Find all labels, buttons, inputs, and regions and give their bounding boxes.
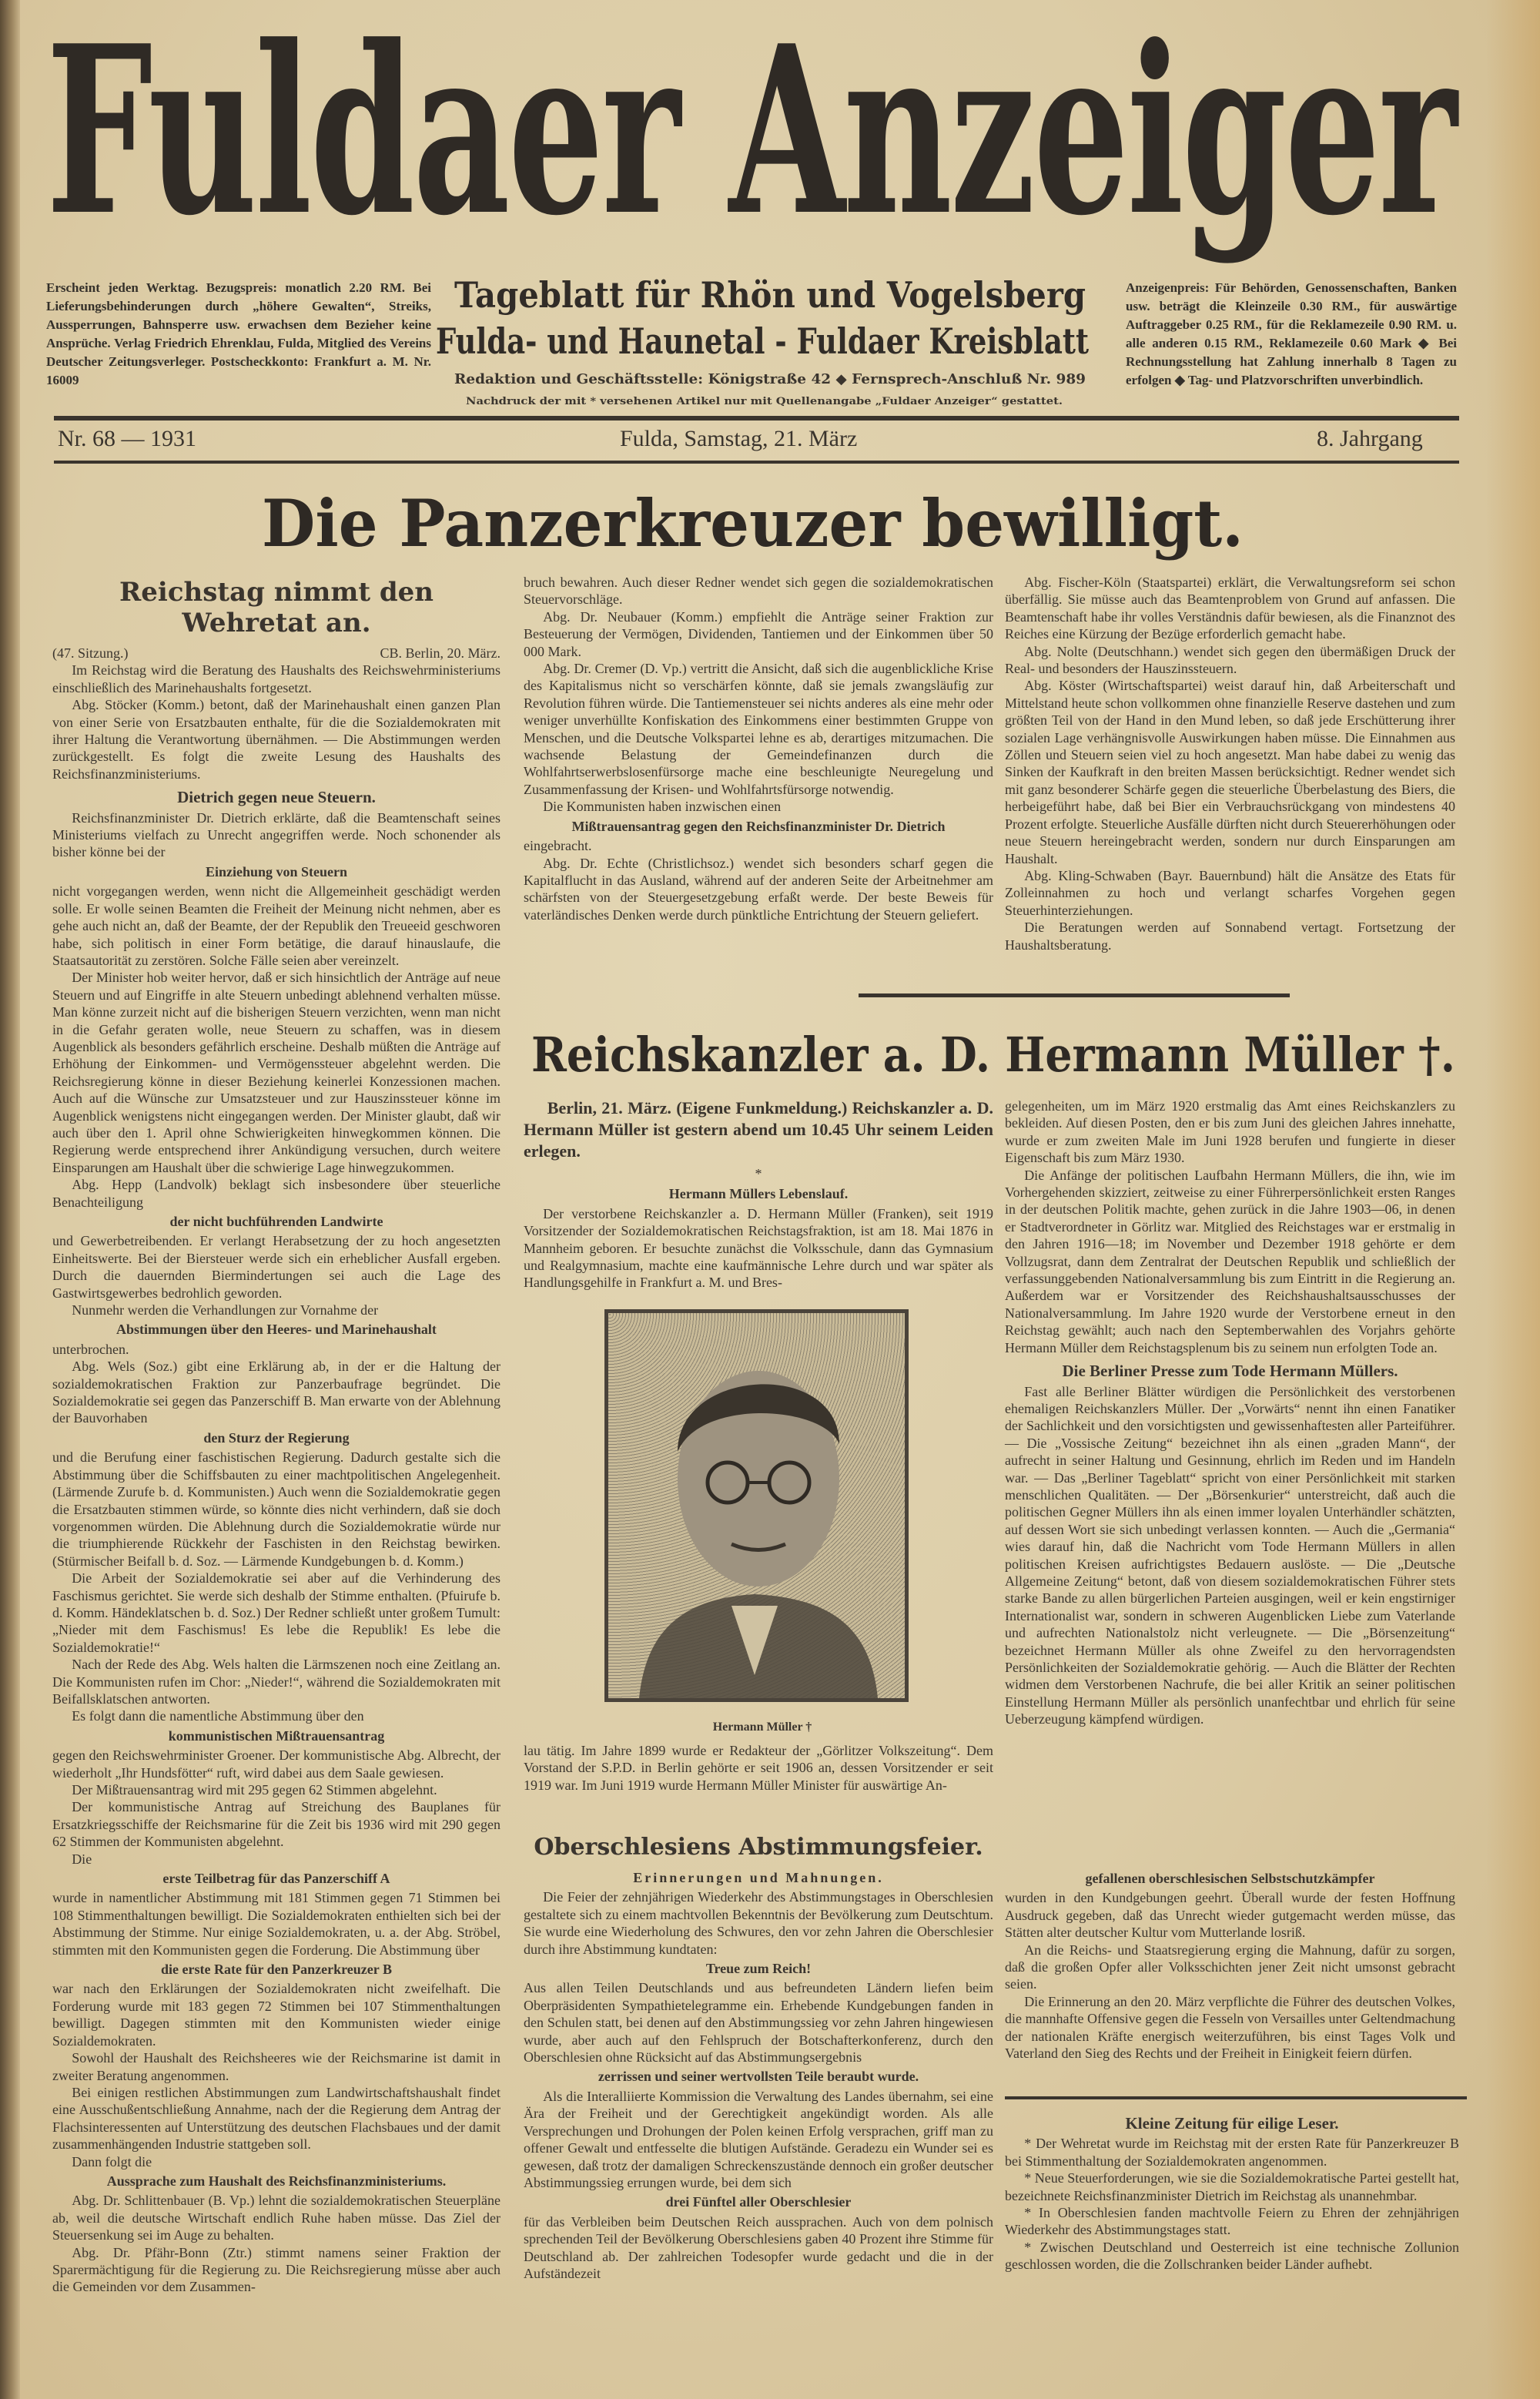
page-binding-edge [0,0,20,2399]
section-heading: Kleine Zeitung für eilige Leser. [1125,2114,1339,2133]
article-reichstag [52,574,500,2391]
paragraph: Bei einigen restlichen Abstimmungen zum Landwirtschaftshaushalt findet eine Ausschußentschließung Annahme, nach der die Regierung dem Antrag der Flachsinteressenten auf Unterstützung des deutschen Flachsbaues und der damit zusammenhängenden Industrie stattgeben soll. [52,2084,500,2153]
paragraph: lau tätig. Im Jahre 1899 wurde er Redakteur der „Görlitzer Volkszeitung“. Dem Vorstand der S.P.D. in Berlin gehörte er seit 1906 an, dessen Vorsitzender er seit 1919 war. Im Juni 1919 wurde Hermann Müller Minister für auswärtige An- [524,1743,993,1793]
paragraph: unterbrochen. [52,1341,129,1357]
paragraph: Fast alle Berliner Blätter würdigen die Persönlichkeit des verstorbenen ehemaligen Reichskanzlers Müller. Der „Vorwärts“ nennt ihn einen Fanatiker der Sachlichkeit und den vorsichtigsten und gewissenhaftesten aller Parteiführer. — Die „Vossische Zeitung“ bezeichnet ihn als einen „graden Mann“, der aufrecht in seiner Haltung und Gesinnung, ehrlich im Reden und im Handeln war. — Das „Berliner Tageblatt“ spricht von einer Persönlichkeit mit starken menschlichen Qualitäten. — Der „Börsenkurier“ unterstreicht, daß auch die politischen Gegner Müllers ihn als einen immer loyalen Unterhändler schätzten, auf dessen Wort sie sich unbedingt verlassen konnten. — Auch die „Germania“ wies darauf hin, daß die Nachricht vom Tode Hermann Müllers in allen politischen Kreisen aufrichtigstes Bedauern auslöste. — Die „Deutsche Allgemeine Zeitung“ betont, daß von diesem sozialdemokratischen Führer stets starke Bande zu allen bürgerlichen Parteien ausgingen, weil er kein engstirniger Internationalist war, sondern in schweren Augenblicken Liebe zum Vaterlande und aufrechten Nationalstolz nicht verleugnete. — Die „Börsenzeitung“ bezeichnet Hermann Müller als ohne Zweifel zu den hervorragendsten Persönlichkeiten der Sozialdemokratie gehörig. — Auch die Blätter der Rechten widmen dem Verstorbenen Nachrufe, die bei aller Kritik an seiner politischen Einstellung Hermann Müller als persönlich unanfechtbar und ehrlich für seine Ueberzeugung kämpfend würdigen. [1005,1383,1455,1727]
paragraph: An die Reichs- und Staatsregierung erging die Mahnung, dafür zu sorgen, daß die großen Opfer aller Volksschichten jener Zeit nicht umsonst gebracht seien. [1005,1942,1455,1992]
section-heading: Oberschlesiens Abstimmungsfeier. [534,1834,983,1861]
paragraph: Nunmehr werden die Verhandlungen zur Vornahme der [72,1302,379,1318]
paragraph: Abg. Dr. Pfähr-Bonn (Ztr.) stimmt namens seiner Fraktion der Sparermächtigung für die Regierung zu. Die Reichsregierung müsse aber auch die Gemeinden vor dem Zusammen- [52,2244,500,2295]
section-heading: Aussprache zum Haushalt des Reichsfinanzministeriums. [106,2173,447,2189]
paragraph: Sowohl der Haushalt des Reichsheeres wie der Reichsmarine ist damit in zweiter Beratung angenommen. [52,2050,500,2083]
news-box-kleine-zeitung [1005,2109,1459,2390]
section-heading: zerrissen und seiner wertvollsten Teile beraubt wurde. [598,2069,919,2085]
mueller-headline: Reichskanzler a. D. Hermann Müller †. [531,1027,1455,1083]
section-heading: drei Fünftel aller Oberschlesier [665,2194,852,2210]
section-heading: Treue zum Reich! [705,1961,812,1977]
section-heading: Dietrich gegen neue Steuern. [177,788,376,807]
paragraph: Nach der Rede des Abg. Wels halten die Lärmszenen noch eine Zeitlang an. Die Kommunisten rufen im Chor: „Nieder!“, während die Sozialdemokraten mit Beifallsklatschen antworten. [52,1657,500,1707]
paragraph: und die Berufung einer faschistischen Regierung. Dadurch gestalte sich die Abstimmung über die Schiffsbauten zu einer machtpolitischen Angelegenheit. (Lärmende Zurufe b. d. Kommunisten.) Auch wenn die Sozialdemokratie gegen die Ersatzbauten stimmen würde, so könnte dies nicht verhindern, daß sie doch vorgenommen würden. Die Ablehnung durch die Sozialdemokratie würde nur die triumphierende Rückkehr der Faschisten in den Reichstag bewirken. (Stürmischer Beifall b. d. Soz. — Lärmende Kundgebungen b. d. Komm.) [52,1449,500,1569]
section-heading: kommunistischen Mißtrauensantrag [168,1727,385,1744]
paragraph: Reichsfinanzminister Dr. Dietrich erklärte, daß die Beamtenschaft seines Ministeriums vielfach zu Unrecht angegriffen werde. Noch schonender als bisher könne bei der [52,809,500,860]
paragraph: wurden in den Kundgebungen geehrt. Überall wurde der festen Hoffnung Ausdruck gegeben, daß das Unrecht wieder gutgemacht werden müsse, das Stätten alter deutscher Kultur vom Mutterlande losriß. [1005,1890,1455,1941]
article-oberschlesien-continued [1005,1868,1455,2087]
subtitle-line-1: Tageblatt für Rhön und Vogelsberg [454,274,1086,316]
paragraph: Abg. Wels (Soz.) gibt eine Erklärung ab, in der er die Haltung der sozialdemokratischen Fraktion zur Panzerbaufrage begründet. Die Sozialdemokratie sei gegen das Panzerschiff B. Man erwarte von der Ablehnung der Bauvorhaben [52,1359,500,1426]
paragraph: wurde in namentlicher Abstimmung mit 181 Stimmen gegen 71 Stimmen bei 108 Stimmenthaltungen bewilligt. Die Sozialdemokraten enthielten sich bei der Abstimmung der Stimme. Nur einige Sozialdemokraten, u. a. der Abg. Ströbel, stimmten mit den Kommunisten gegen die Forderung. Die Abstimmung über [52,1890,500,1958]
paragraph: Es folgt dann die namentliche Abstimmung über den [72,1708,364,1724]
paragraph: und Gewerbetreibenden. Er verlangt Herabsetzung der zu hoch angesetzten Einheitswerte. Bei der Biersteuer werde sich ein erheblicher Ausfall ergeben. Durch die dauernden Biermindertungen sei auch die Lage des Gastwirtsgewerbes bedrohlich geworden. [52,1233,500,1301]
article-mueller [524,1097,993,1298]
section-heading: den Sturz der Regierung [203,1429,350,1446]
paragraph: * In Oberschlesien fanden machtvolle Feiern zu Ehren der zehnjährigen Wiederkehr des Abstimmungstages statt. [1005,2205,1459,2238]
section-heading: Hermann Müllers Lebenslauf. [668,1186,849,1202]
paragraph: Die Erinnerung an den 20. März verpflichte die Führer des deutschen Volkes, die mannhafte Offensive gegen die Fesseln von Versailles unter Geltendmachung der nationalen Kräfte energisch weiterzuführen, bis einst Tages Volk und Vaterland den Sieg des Rechts und der Freiheit in Einigkeit feiern dürfen. [1005,1993,1455,2062]
paragraph: Abg. Dr. Cremer (D. Vp.) vertritt die Ansicht, daß sich die augenblickliche Krise des Kapitalismus nicht so verschärfen könnte, daß sie jemals zwangsläufig zur Revolution führen würde. Die Tantiemensteuer sei nichts anderes als eine mehr oder weniger unverhüllte Konfiskation des Einkommens einer bestimmten Gruppe von Menschen, und die Deutsche Volkspartei lehne es ab, derartiges mitzumachen. Die wachsende Belastung der Gemeindefinanzen durch die Wohlfahrtserwerbslosenfürsorge mache eine beschleunigte Neuregelung und Zusammenfassung der Krisen- und Wohlfahrtsfürsorge notwendig. [524,661,993,797]
section-heading: Abstimmungen über den Heeres- und Marinehaushalt [116,1322,437,1338]
issue-number: Nr. 68 — 1931 [58,426,196,451]
dateline [52,645,500,662]
paragraph: * Der Wehretat wurde im Reichstag mit der ersten Rate für Panzerkreuzer B bei Stimmenthaltung der Sozialdemokraten angenommen. [1005,2136,1459,2169]
photo-caption: Hermann Müller † [712,1721,812,1734]
paragraph: Die Anfänge der politischen Laufbahn Hermann Müllers, die ihn, wie im Vorhergehenden skizziert, zeitweise zu einer Führerpersönlichkeit ersten Ranges in der deutschen Politik machte, gehen zurück in die Jahre 1903—06, in denen er Stadtverordneter in Görlitz war. Mitglied des Reichstages war er erstmalig in den Jahren 1916—18; im November und Dezember 1918 gehörte er dem Vollzugsrat, dann dem Zentralrat der Deutschen Republik und schließlich der verfassunggebenden Nationalversammlung bis zum Eintritt in die Regierung an. Außerdem war er Vorsitzender des Reichshaushaltsausschusses der Nationalversammlung. Im Jahre 1920 wurde der Verstorbene erneut in den Reichstag gewählt; auch nach den Septemberwahlen des Vorjahrs gehörte Hermann Müller dem Reichstagsplenum bis zu seinem nun erfolgten Tode an. [1005,1167,1455,1355]
section-heading: Mißtrauensantrag gegen den Reichsfinanzminister Dr. Dietrich [571,818,946,834]
paragraph: Dann folgt die [72,2153,152,2169]
paragraph: Abg. Dr. Neubauer (Komm.) empfiehlt die Anträge seiner Fraktion zur Besteuerung der Vermögen, Dividenden, Tantiemen und der Einkommen über 50 000 Mark. [524,608,993,659]
paragraph: Als die Interalliierte Kommission die Verwaltung des Landes übernahm, sei eine Ära der Freiheit und der Gerechtigkeit angekündigt worden. Als alle Versprechungen und Drohungen der Polen keinen Erfolg versprachen, griff man zu offener Gewalt und entfesselte die blutigen Aufstände. Geradezu ein Wunder sei es gewesen, daß trotz der damaligen Schreckenszustände dennoch ein großer deutscher Abstimmungssieg errungen wurde, bei dem sich [524,2088,993,2190]
masthead-rule [54,416,1459,420]
section-heading: der nicht buchführenden Landwirte [169,1214,383,1229]
paragraph: Abg. Kling-Schwaben (Bayr. Bauernbund) hält die Ansätze des Etats für Zolleinnahmen zu hoch und verlangt scharfes Vorgehen gegen Steuerhinterziehungen. [1005,867,1455,918]
advertising-rates-info: Anzeigenpreis: Für Behörden, Genossenschaften, Banken usw. beträgt die Kleinzeile 0.30 RM., für auswärtige Auftraggeber 0.25 RM., für die Reklamezeile 0.90 RM. u. alle anderen 0.15 RM., Reklamezeile 0.60 Mark ◆ Bei Rechnungsstellung hat Zahlung innerhalb 8 Tagen zu erfolgen ◆ Tag- und Platzvorschriften unverbindlich. [1126,280,1457,387]
paragraph: Die Kommunisten haben inzwischen einen [543,799,782,815]
separator-asterisk: * [755,1166,762,1181]
editorial-address: Redaktion und Geschäftsstelle: Königstraße 42 ◆ Fernsprech-Anschluß Nr. 989 [454,371,1086,387]
section-heading: die erste Rate für den Panzerkreuzer B [161,1962,392,1978]
paragraph: für das Verbleiben beim Deutschen Reich aussprachen. Auch von dem polnisch sprechenden Teil der Bevölkerung Oberschlesiens gaben 40 Prozent ihre Stimme für Deutschland ab. Der zahlreichen Todesopfer wurde gedacht und die in der Aufständezeit [524,2213,993,2281]
section-heading: Die Berliner Presse zum Tode Hermann Müllers. [1062,1362,1398,1381]
dateline-rule [54,461,1459,464]
paragraph: war nach den Erklärungen der Sozialdemokraten nicht zweifelhaft. Die Forderung wurde mit 183 gegen 72 Stimmen bei 107 Stimmenthaltungen bewilligt. Dagegen stimmten mit den Kommunisten wieder einige Sozialdemokraten. [52,1981,500,2049]
volume-year: 8. Jahrgang [1317,426,1423,451]
masthead-title: Fuldaer Anzeiger [46,0,1455,266]
news-box-rule [1005,2096,1467,2099]
paragraph: Abg. Hepp (Landvolk) beklagt sich insbesondere über steuerliche Benachteiligung [52,1177,500,1210]
paragraph: Die Feier der zehnjährigen Wiederkehr des Abstimmungstages in Oberschlesien gestaltete sich zu einem machtvollen Bekenntnis der Bevölkerung zum Deutschtum. Sie wurde eine Wiederholung des Schwures, den vor zehn Jahren die Oberschlesier durch ihre Abstimmung kundtaten: [524,1889,993,1957]
paragraph: * Zwischen Deutschland und Oesterreich ist eine technische Zollunion geschlossen worden, die die Zollschranken beider Länder aufhebt. [1005,2239,1459,2273]
paragraph: * Neue Steuerforderungen, wie sie die Sozialdemokratische Partei gestellt hat, bezeichnete Reichsfinanzminister Dietrich im Reichstag als unannehmbar. [1005,2170,1459,2203]
paragraph: Der verstorbene Reichskanzler a. D. Hermann Müller (Franken), seit 1919 Vorsitzender der Sozialdemokratischen Reichstagsfraktion, ist am 18. Mai 1876 in Mannheim geboren. Er besuchte zunächst die Volksschule, dann das Gymnasium und Realgymnasium, machte eine kaufmännische Lehre durch und war später als Handlungsgehilfe in Frankfurt a. M. und Bres- [524,1205,993,1291]
reprint-note: Nachdruck der mit * versehenen Artikel nur mit Quellenangabe „Fuldaer Anzeiger“ gestattet. [466,396,1063,407]
main-headline: Die Panzerkreuzer bewilligt. [262,485,1244,561]
paragraph: Abg. Dr. Echte (Christlichsoz.) wendet sich besonders scharf gegen die Kapitalflucht in das Ausland, während auf der anderen Seite der Arbeitnehmer am schärfsten von der Steuergesetzgebung erfaßt werde. Der beste Beweis für vaterländisches Denken werde durch pünktliche Entrichtung der Steuern geliefert. [524,855,993,923]
article-mueller-continued [524,1742,993,1819]
paragraph: Der Minister hob weiter hervor, daß er sich hinsichtlich der Anträge auf neue Steuern und auf Eingriffe in alte Steuern unbedingt ablehnend verhalten müsse. Man könne zurzeit nicht auf die bisherigen Steuern verzichten, wenn man nicht in die Gefahr geraten wolle, neue Steuern zu schaffen, was in diesem Augenblick als besonders gefährlich erscheine. Deshalb müßten die Anträge auf Erhöhung der Einkommen- und Vermögenssteuer abgelehnt werden. Die Reichsregierung könne in dieser Beziehung keinerlei Konzessionen machen. Auch auf die Wünsche zur Umsatzsteuer und zur Hauszinssteuer könne im Augenblick wenigstens nicht eingegangen werden. Der Minister glaubt, daß wir auch über den 1. April ohne Schwierigkeiten hinwegkommen können. Die Regierung werde entsprechend ihrer Ankündigung versuchen, durch weitere Einsparungen am Haushalt über die schwierige Lage hinwegzukommen. [52,970,500,1175]
paragraph: Im Reichstag wird die Beratung des Haushalts des Reichswehrministeriums einschließlich des Marinehaushalts fortgesetzt. [52,662,500,695]
paragraph: Die Arbeit der Sozialdemokratie sei aber auf die Verhinderung des Faschismus gerichtet. Sie werde sich deshalb der Stimme enthalten. (Pfuirufe b. d. Komm. Händeklatschen b. d. Soz.) Der Redner schließt unter großem Tumult: „Nieder mit dem Faschismus! Es lebe die Republik! Es lebe die Sozialdemokratie!“ [52,1570,500,1655]
section-rule [859,993,1290,997]
issue-date: Fulda, Samstag, 21. März [620,426,858,451]
paragraph: bruch bewahren. Auch dieser Redner wendet sich gegen die sozialdemokratischen Steuervorschläge. [524,575,993,608]
paragraph: Die Beratungen werden auf Sonnabend vertagt. Fortsetzung der Haushaltsberatung. [1005,920,1455,953]
article-oberschlesien [524,1829,993,2391]
section-heading: Einziehung von Steuern [205,863,348,880]
portrait-photo-hermann-mueller [604,1309,909,1702]
section-heading: Reichstag nimmt den Wehretat an. [119,577,434,638]
section-heading: Erinnerungen und Mahnungen. [633,1870,884,1885]
paragraph: Abg. Fischer-Köln (Staatspartei) erklärt, die Verwaltungsreform sei schon überfällig. Sie müsse auch das Beamtenproblem von Grund auf anfassen. Die Beamtenschaft habe ihr volles Verständnis dafür bewiesen, als die Finanznot des Reiches eine Kürzung der Bezüge erforderlich gemacht habe. [1005,575,1455,642]
paragraph: Abg. Nolte (Deutschhann.) wendet sich gegen den übermäßigen Druck der Real- und besonders der Hauszinssteuern. [1005,643,1455,677]
paragraph: Der Mißtrauensantrag wird mit 295 gegen 62 Stimmen abgelehnt. [72,1782,437,1798]
place-date: CB. Berlin, 20. März. [380,645,500,661]
subtitle-line-2: Fulda- und Haunetal - Fuldaer Kreisblatt [436,320,1089,362]
article-reichstag-continued-2 [1005,574,1455,986]
paragraph: eingebracht. [524,838,592,854]
paragraph: gegen den Reichswehrminister Groener. Der kommunistische Abg. Albrecht, der wiederholt „Ihr Hundsfötter“ ruft, wird dabei aus dem Saale gewiesen. [52,1747,500,1781]
paragraph: Die [72,1851,92,1867]
paragraph: Abg. Stöcker (Komm.) betont, daß der Marinehaushalt einen ganzen Plan von einer Serie von Ersatzbauten enthalte, für die die Sozialdemokraten mit ihrer Haltung die Verantwortung übernähmen. — Die Abstimmungen werden zurückgestellt. Es folgt die zweite Lesung des Haushalts des Reichsfinanzministeriums. [52,697,500,782]
portrait-image [608,1313,905,1698]
section-heading: erste Teilbetrag für das Panzerschiff A [162,1871,390,1887]
paragraph: Aus allen Teilen Deutschlands und aus befreundeten Ländern liefen beim Oberpräsidenten Sympathietelegramme ein. Erhebende Kundgebungen fanden in den Schulen statt, bei denen auf den Abstimmungssieg vor zehn Jahren hingewiesen wurde, aber auch auf den Fehlspruch der Botschafterkonferenz, durch den Oberschlesien ohne Rücksicht auf das Abstimmungsergebnis [524,1980,993,2066]
article-reichstag-continued [524,574,993,986]
paragraph: Abg. Köster (Wirtschaftspartei) weist darauf hin, daß Arbeiterschaft und Mittelstand heute schon vollkommen ohne finanzielle Reserve dastehen und zum größten Teil von der Hand in den Mund leben, so daß jede Erschütterung ihrer sozialen Lage verhängnisvolle Auswirkungen haben müsse. Die Einnahmen aus Zöllen und Steuern seien viel zu hoch angesetzt. Man habe dabei zu wenig das Sinken der Kaufkraft in den breiten Massen berücksichtigt. Redner wendet sich mit ganz besonderer Schärfe gegen die steuerliche Überbelastung des Biers, die herbeigeführt habe, daß bei Bier ein Verbrauchsrückgang von mindestens 40 Prozent erfolgte. Steuerliche Ausfälle dürften nicht durch Steuererhöhungen oder neue Steuern hereingebracht werden, sondern nur durch Einsparungen am Haushalt. [1005,678,1455,866]
paragraph: Der kommunistische Antrag auf Streichung des Bauplanes für Ersatzkriegsschiffe der Reichsmarine für die Zeit bis 1936 wird mit 290 gegen 62 Stimmen der Kommunisten abgelehnt. [52,1799,500,1850]
page-edge-shadow [1486,0,1540,2399]
session-number: (47. Sitzung.) [52,645,129,661]
paragraph: Abg. Dr. Schlittenbauer (B. Vp.) lehnt die sozialdemokratischen Steuerpläne ab, weil die deutsche Wirtschaft endlich Ruhe haben müsse. Das Ziel der Steuersenkung sei im Auge zu behalten. [52,2193,500,2243]
paragraph: Berlin, 21. März. (Eigene Funkmeldung.) Reichskanzler a. D. Hermann Müller ist gestern abend um 10.45 Uhr seinem Leiden erlegen. [524,1098,993,1161]
paragraph: nicht vorgegangen werden, wenn nicht die Allgemeinheit geschädigt werden solle. Er wolle seinen Beamten die Freiheit der Meinung nicht nehmen, aber es gehe auch nicht an, daß der Beamte, der der Republik den Treueeid geschworen habe, sich politisch in einer Form betätige, die darauf hinauslaufe, die Staatsautorität zu zerstören. Solche Fälle seien aber vereinzelt. [52,883,500,968]
subscription-info: Erscheint jeden Werktag. Bezugspreis: monatlich 2.20 RM. Bei Lieferungsbehinderungen durch „höhere Gewalten“, Streiks, Aussperrungen, Bahnsperre usw. erwachsen dem Bezieher keine Ansprüche. Verlag Friedrich Ehrenklau, Fulda, Mitglied des Vereins Deutscher Zeitungsverleger. Postscheckkonto: Frankfurt a. M. Nr. 16009 [46,280,431,387]
section-heading: gefallenen oberschlesischen Selbstschutzkämpfer [1085,1871,1375,1886]
article-mueller-right [1005,1097,1455,1825]
paragraph: gelegenheiten, um im März 1920 erstmalig das Amt eines Reichskanzlers zu bekleiden. Auf diesen Posten, den er bis zum Juni des gleichen Jahres innehatte, wurde er zum zweiten Male im Juni 1928 berufen und fungierte in dieser Eigenschaft bis zum März 1930. [1005,1098,1455,1166]
